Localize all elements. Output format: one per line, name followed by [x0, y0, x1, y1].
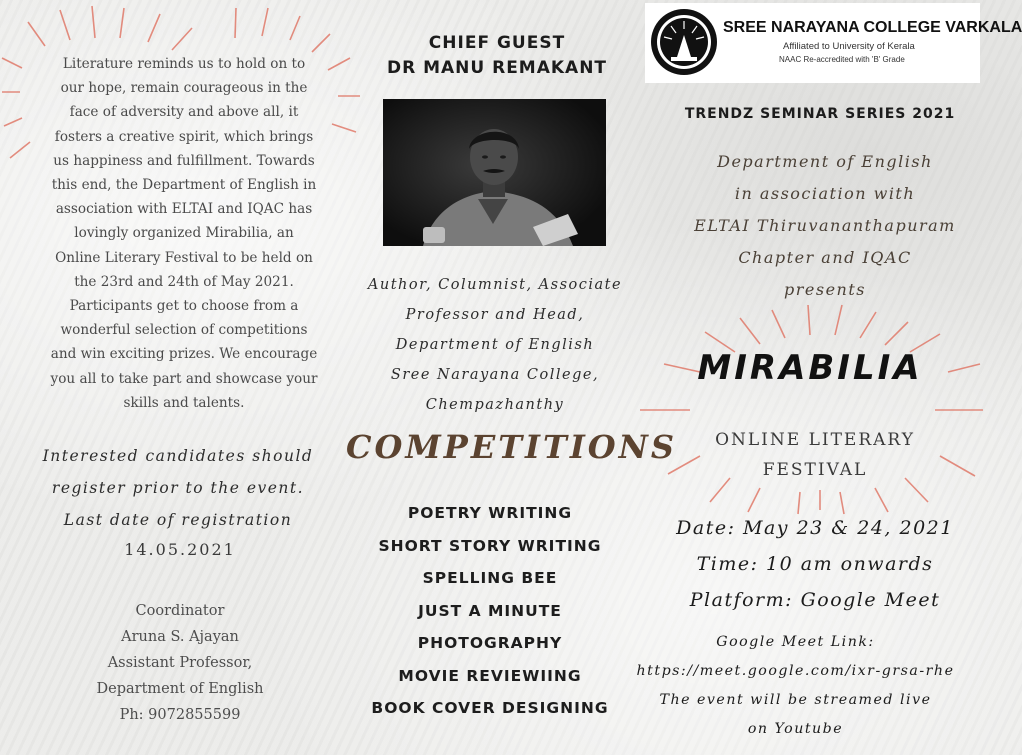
meet-details	[608, 628, 983, 744]
stream-note-line-2: on Youtube	[747, 721, 844, 737]
college-header	[645, 3, 1022, 83]
coordinator-role: Assistant Professor,	[107, 655, 253, 671]
registration-line-3: Last date of registration	[63, 511, 293, 529]
coordinator-title: Coordinator	[135, 603, 225, 619]
chief-guest-label: CHIEF GUEST	[428, 33, 566, 53]
intro-line: this end, the Department of English in	[51, 177, 317, 194]
coordinator-name: Aruna S. Ajayan	[121, 629, 239, 645]
intro-line: lovingly organized Mirabilia, an	[74, 225, 294, 242]
description-line: Chempazhanthy	[425, 397, 565, 413]
intro-line: wonderful selection of competitions	[60, 322, 308, 339]
event-date: Date: May 23 & 24, 2021	[676, 517, 954, 539]
event-details	[650, 510, 980, 618]
event-platform: Platform: Google Meet	[689, 589, 941, 611]
registration-line-1: Interested candidates should	[42, 447, 314, 465]
intro-line: you all to take part and showcase your	[50, 370, 318, 387]
college-accreditation: NAAC Re-accredited with 'B' Grade	[779, 55, 905, 64]
intro-line: skills and talents.	[123, 394, 245, 411]
chief-guest-description	[340, 270, 650, 420]
intro-line: association with ELTAI and IQAC has	[55, 201, 313, 218]
college-emblem-icon	[649, 7, 719, 81]
presenters-line: presents	[784, 280, 866, 299]
competition-item: POETRY WRITING	[407, 504, 573, 522]
intro-line: Literature reminds us to hold on to	[62, 56, 306, 72]
intro-line: Participants get to choose from a	[69, 298, 299, 315]
intro-line: us happiness and fulfillment. Towards	[53, 152, 315, 169]
meet-link[interactable]: https://meet.google.com/ixr-grsa-rhe	[636, 663, 955, 679]
description-line: Sree Narayana College,	[390, 367, 600, 383]
intro-line: fosters a creative spirit, which brings	[54, 128, 314, 145]
festival-subtitle-line-2: FESTIVAL	[762, 460, 868, 480]
competition-item: SHORT STORY WRITING	[378, 536, 602, 555]
intro-line: face of adversity and above all, it	[69, 104, 299, 121]
meet-link-label: Google Meet Link:	[716, 634, 875, 650]
competitions-list	[350, 497, 630, 725]
competitions-heading: COMPETITIONS	[346, 428, 678, 466]
college-affiliation: Affiliated to University of Kerala	[783, 41, 915, 52]
registration-notice	[8, 440, 348, 536]
coordinator-block	[60, 598, 300, 728]
chief-guest-name: DR MANU REMAKANT	[386, 58, 608, 78]
stream-note-line-1: The event will be streamed live	[659, 692, 932, 708]
competition-item: BOOK COVER DESIGNING	[371, 699, 609, 717]
competition-item: JUST A MINUTE	[418, 601, 562, 620]
festival-name: MIRABILIA	[697, 348, 923, 388]
chief-guest-photo	[383, 99, 606, 246]
intro-line: the 23rd and 24th of May 2021.	[74, 273, 294, 290]
festival-subtitle	[690, 425, 940, 485]
intro-line: our hope, remain courageous in the	[60, 80, 308, 97]
description-line: Professor and Head,	[405, 307, 585, 323]
coordinator-phone: Ph: 9072855599	[119, 707, 241, 723]
intro-line: and win exciting prizes. We encourage	[50, 346, 318, 363]
event-time: Time: 10 am onwards	[696, 553, 934, 575]
registration-deadline: 14.05.2021	[124, 540, 236, 559]
intro-line: Online Literary Festival to be held on	[55, 249, 313, 266]
competition-item: SPELLING BEE	[422, 569, 558, 587]
festival-subtitle-line-1: ONLINE LITERARY	[715, 430, 915, 450]
seminar-series: TRENDZ SEMINAR SERIES 2021	[684, 106, 956, 122]
presenters-line: in association with	[734, 184, 916, 203]
registration-line-2: register prior to the event.	[51, 479, 305, 497]
description-line: Author, Columnist, Associate	[367, 277, 623, 293]
presenters-line: Chapter and IQAC	[738, 248, 912, 267]
presenters-line: Department of English	[717, 152, 933, 171]
college-name: SREE NARAYANA COLLEGE VARKALA	[723, 19, 1022, 36]
intro-paragraph	[14, 52, 354, 415]
presenters-line: ELTAI Thiruvananthapuram	[694, 216, 956, 235]
presenters-block	[665, 146, 985, 306]
competition-item: PHOTOGRAPHY	[417, 634, 563, 652]
coordinator-dept: Department of English	[96, 681, 264, 697]
description-line: Department of English	[395, 337, 595, 353]
competition-item: MOVIE REVIEWIING	[398, 666, 582, 685]
